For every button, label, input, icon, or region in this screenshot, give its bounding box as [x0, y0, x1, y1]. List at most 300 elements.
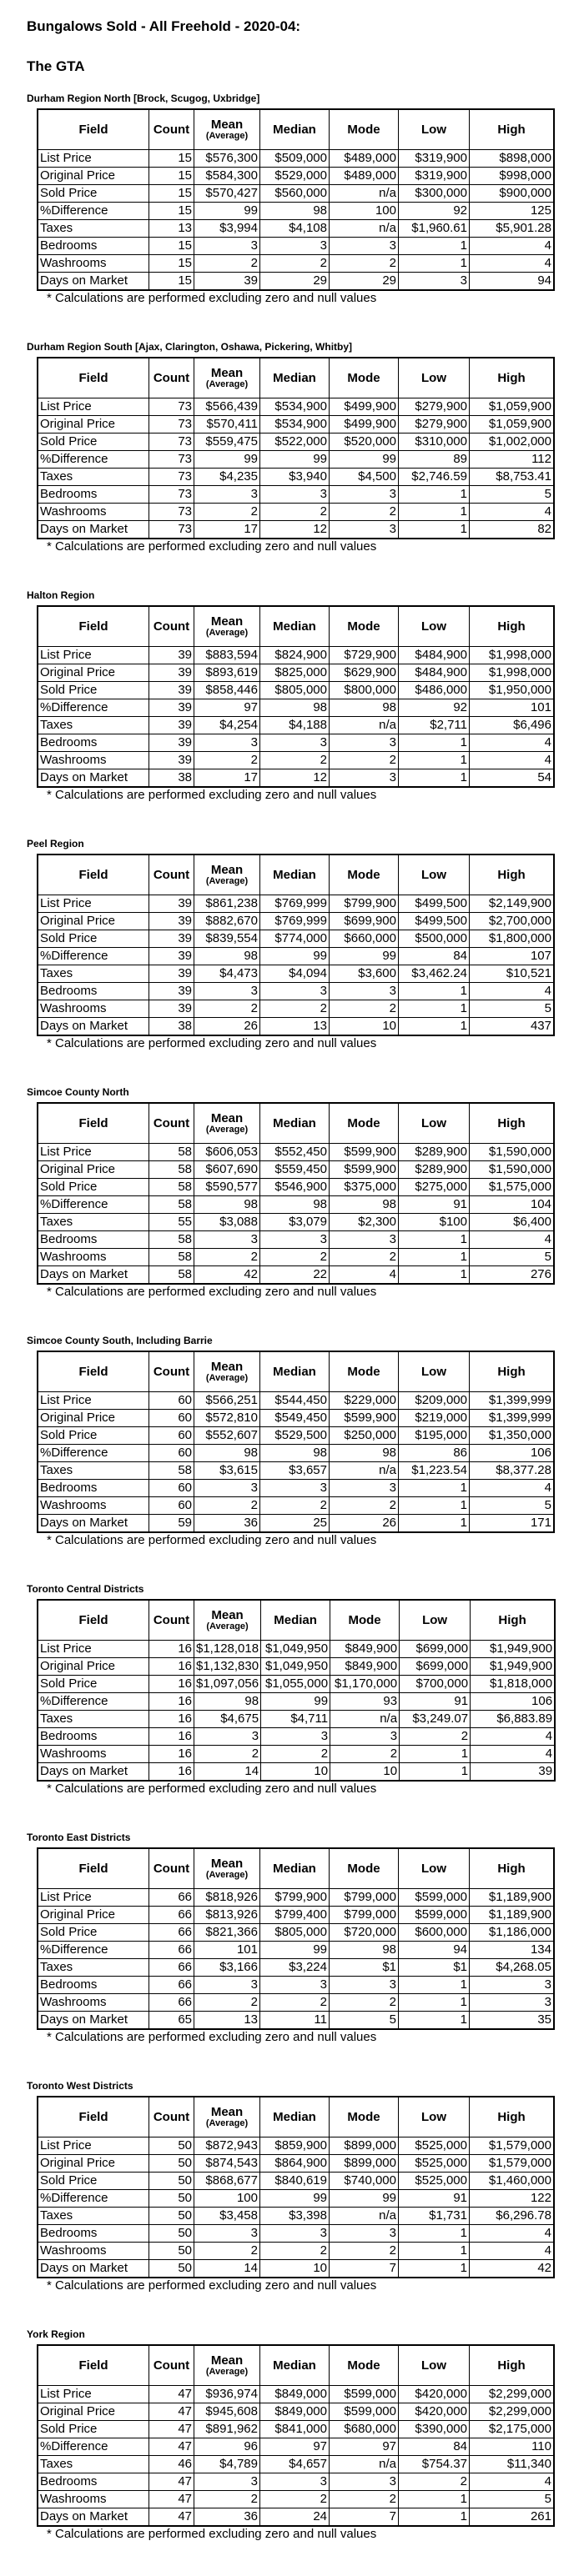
cell-median: $534,900 [260, 398, 330, 416]
table-row [38, 1249, 554, 1266]
table-row [38, 203, 554, 220]
cell-mean: $1,097,056 [194, 1676, 261, 1693]
row-label: Sold Price [38, 2173, 149, 2190]
cell-count: 50 [149, 2208, 194, 2225]
cell-low: 1 [399, 1480, 470, 1497]
cell-high: $1,189,900 [470, 1907, 555, 1924]
cell-low: $486,000 [399, 682, 470, 699]
cell-count: 73 [149, 451, 194, 469]
cell-high: $6,496 [470, 717, 555, 734]
row-label: Original Price [38, 2403, 149, 2421]
cell-mean: 2 [194, 1497, 260, 1515]
row-label: Sold Price [38, 1924, 149, 1942]
cell-mode: 3 [330, 2225, 399, 2243]
column-header-label: Mode [347, 619, 380, 634]
calculation-note: * Calculations are performed excluding zero and null values [47, 1533, 377, 1547]
column-header-label: Field [78, 2358, 108, 2373]
cell-low: 92 [399, 699, 470, 717]
cell-high: 4 [470, 1231, 555, 1249]
cell-count: 73 [149, 434, 194, 451]
cell-mode: $3,600 [330, 965, 399, 983]
cell-median: $774,000 [260, 930, 330, 948]
row-label: Original Price [38, 1658, 149, 1676]
cell-mode: n/a [330, 717, 399, 734]
cell-low: $754.37 [399, 2456, 470, 2473]
region-section [27, 837, 569, 1085]
table-row [38, 2208, 554, 2225]
row-label: List Price [38, 398, 149, 416]
table-row [38, 2438, 554, 2456]
cell-high: 261 [470, 2508, 555, 2527]
cell-median: $1,049,950 [261, 1658, 330, 1676]
cell-low: 2 [399, 2473, 470, 2491]
cell-count: 16 [149, 1763, 194, 1782]
row-label: List Price [38, 2386, 149, 2403]
column-header-label: Median [273, 868, 316, 882]
column-header-high [470, 606, 555, 647]
cell-high: 4 [470, 2243, 555, 2260]
cell-high: $1,818,000 [471, 1676, 556, 1693]
row-label: Bedrooms [38, 734, 149, 752]
calculation-note: * Calculations are performed excluding zero and null values [47, 2278, 377, 2293]
cell-median: 2 [261, 1746, 330, 1763]
table-row [38, 2012, 554, 2030]
cell-mode: n/a [330, 2208, 399, 2225]
column-header-label: Field [78, 123, 108, 137]
cell-low: $600,000 [399, 1924, 470, 1942]
cell-count: 73 [149, 398, 194, 416]
column-header-high [470, 1848, 555, 1889]
cell-mean: $606,053 [194, 1144, 260, 1161]
cell-mean: $576,300 [194, 150, 260, 168]
cell-high: $6,883.89 [471, 1711, 556, 1728]
cell-mean: 98 [194, 1445, 260, 1462]
column-header-label: Count [153, 2110, 190, 2124]
cell-mean: 98 [194, 1196, 260, 1214]
column-header-label: High [497, 371, 526, 385]
column-header-label: Mean [210, 366, 244, 380]
cell-mode: 98 [330, 1942, 399, 1959]
cell-mode: 26 [330, 1515, 399, 1533]
cell-high: $5,901.28 [470, 220, 555, 238]
cell-low: $209,000 [399, 1392, 470, 1410]
row-label: Taxes [38, 2208, 149, 2225]
column-header-low [399, 1351, 470, 1392]
cell-mean: $4,789 [194, 2456, 260, 2473]
cell-high: 5 [470, 1249, 555, 1266]
cell-median: $3,940 [260, 469, 330, 486]
column-header-low [399, 854, 470, 895]
cell-mode: $599,900 [330, 1161, 399, 1179]
cell-median: 99 [260, 948, 330, 965]
cell-count: 16 [149, 1728, 194, 1746]
cell-mean: $607,690 [194, 1161, 260, 1179]
cell-count: 39 [149, 717, 194, 734]
cell-low: 1 [400, 1763, 471, 1782]
cell-mode: $375,000 [330, 1179, 399, 1196]
cell-count: 39 [149, 930, 194, 948]
cell-count: 60 [149, 1497, 194, 1515]
column-header-count [149, 109, 194, 150]
row-label: Washrooms [38, 1746, 149, 1763]
table-row [38, 273, 554, 291]
cell-mode: 3 [330, 1231, 399, 1249]
calculation-note: * Calculations are performed excluding zero and null values [47, 1285, 377, 1299]
column-header-count [149, 1848, 194, 1889]
row-label: Original Price [38, 664, 149, 682]
cell-high: $1,399,999 [470, 1410, 555, 1427]
cell-high: 54 [470, 769, 555, 788]
cell-count: 55 [149, 1214, 194, 1231]
cell-count: 50 [149, 2225, 194, 2243]
column-header-label: Mean [210, 863, 244, 877]
table-row [38, 1410, 554, 1427]
cell-median: $549,450 [260, 1410, 330, 1427]
column-header-label: Low [421, 371, 446, 385]
cell-mode: 29 [330, 273, 399, 291]
cell-count: 47 [149, 2386, 194, 2403]
column-header-field [38, 358, 149, 398]
cell-mode: 3 [330, 486, 399, 504]
cell-median: 2 [260, 1000, 330, 1018]
region-title: Halton Region [27, 589, 95, 601]
cell-median: 2 [260, 255, 330, 273]
cell-median: $4,108 [260, 220, 330, 238]
cell-high: $6,296.78 [470, 2208, 555, 2225]
table-row [38, 734, 554, 752]
cell-count: 66 [149, 1994, 194, 2012]
column-header-label: Mean [210, 2353, 244, 2368]
table-row [38, 2155, 554, 2173]
cell-count: 65 [149, 2012, 194, 2030]
column-header-low [399, 1103, 470, 1144]
column-header-median [260, 1351, 330, 1392]
cell-mean: 98 [194, 1693, 261, 1711]
cell-count: 58 [149, 1179, 194, 1196]
cell-mean: $858,446 [194, 682, 260, 699]
regions-list [27, 92, 569, 2576]
column-header-low [400, 1600, 471, 1641]
row-label: Original Price [38, 1410, 149, 1427]
cell-median: $559,450 [260, 1161, 330, 1179]
column-header-label: Low [421, 1365, 446, 1379]
row-label: %Difference [38, 1196, 149, 1214]
column-header-median [260, 109, 330, 150]
cell-mode: 98 [330, 1445, 399, 1462]
stats-table [37, 2344, 555, 2527]
cell-count: 66 [149, 1959, 194, 1977]
cell-high: 4 [471, 1746, 556, 1763]
cell-mean: $813,926 [194, 1907, 260, 1924]
cell-mode: $899,000 [330, 2137, 399, 2155]
cell-count: 47 [149, 2438, 194, 2456]
cell-count: 39 [149, 913, 194, 930]
row-label: Days on Market [38, 1763, 149, 1782]
cell-low: 84 [399, 2438, 470, 2456]
cell-low: 1 [399, 1231, 470, 1249]
table-row [38, 1018, 554, 1036]
cell-count: 16 [149, 1711, 194, 1728]
cell-count: 16 [149, 1658, 194, 1676]
table-row [38, 2386, 554, 2403]
table-row [38, 1462, 554, 1480]
cell-median: 3 [260, 238, 330, 255]
cell-median: $805,000 [260, 1924, 330, 1942]
cell-low: 1 [399, 2491, 470, 2508]
column-header-label: Count [153, 868, 190, 882]
column-header-mean [194, 2097, 260, 2137]
table-row [38, 2403, 554, 2421]
column-header-sublabel: (Average) [205, 2367, 249, 2377]
cell-low: $279,900 [399, 398, 470, 416]
cell-mean: $590,577 [194, 1179, 260, 1196]
cell-median: $534,900 [260, 416, 330, 434]
column-header-mode [330, 2345, 399, 2386]
cell-mean: $4,254 [194, 717, 260, 734]
stats-table [37, 1599, 556, 1782]
cell-count: 73 [149, 521, 194, 539]
cell-low: $1,731 [399, 2208, 470, 2225]
cell-median: 12 [260, 521, 330, 539]
cell-mode: $2,300 [330, 1214, 399, 1231]
row-label: List Price [38, 1144, 149, 1161]
region-section [27, 1831, 569, 2079]
column-header-sublabel: (Average) [205, 628, 249, 638]
cell-high: $6,400 [470, 1214, 555, 1231]
row-label: Sold Price [38, 1427, 149, 1445]
cell-high: 4 [470, 2225, 555, 2243]
row-label: List Price [38, 1641, 149, 1658]
cell-low: 1 [399, 255, 470, 273]
cell-count: 13 [149, 220, 194, 238]
row-label: Bedrooms [38, 486, 149, 504]
cell-median: 2 [260, 752, 330, 769]
cell-low: 1 [399, 486, 470, 504]
column-header-label: Field [78, 1116, 108, 1130]
column-header-low [399, 1848, 470, 1889]
cell-median: $805,000 [260, 682, 330, 699]
cell-mode: 2 [330, 1249, 399, 1266]
cell-high: $1,800,000 [470, 930, 555, 948]
cell-mode: $699,900 [330, 913, 399, 930]
cell-median: 97 [260, 2438, 330, 2456]
table-row [38, 521, 554, 539]
cell-mode: 5 [330, 2012, 399, 2030]
column-header-label: Median [273, 619, 316, 634]
column-header-label: Mode [347, 123, 380, 137]
cell-mode: 100 [330, 203, 399, 220]
row-label: Days on Market [38, 521, 149, 539]
cell-mean: 99 [194, 203, 260, 220]
cell-median: 3 [260, 1480, 330, 1497]
cell-high: 35 [470, 2012, 555, 2030]
column-header-label: High [497, 1365, 526, 1379]
row-label: Bedrooms [38, 1231, 149, 1249]
column-header-label: Field [78, 1365, 108, 1379]
column-header-high [470, 358, 555, 398]
column-header-count [149, 1103, 194, 1144]
column-header-label: High [497, 619, 526, 634]
calculation-note: * Calculations are performed excluding zero and null values [47, 2527, 377, 2541]
row-label: Bedrooms [38, 2225, 149, 2243]
column-header-sublabel: (Average) [206, 1621, 249, 1631]
cell-mode: $599,000 [330, 2403, 399, 2421]
cell-high: $2,700,000 [470, 913, 555, 930]
cell-mode: 10 [330, 1763, 400, 1782]
cell-count: 58 [149, 1161, 194, 1179]
header-row [38, 854, 554, 895]
column-header-label: Count [153, 1116, 190, 1130]
row-label: Original Price [38, 1907, 149, 1924]
column-header-sublabel: (Average) [205, 379, 249, 389]
cell-mode: $849,900 [330, 1641, 400, 1658]
cell-high: $1,002,000 [470, 434, 555, 451]
region-section [27, 2328, 569, 2576]
cell-low: $420,000 [399, 2386, 470, 2403]
cell-high: $1,059,900 [470, 416, 555, 434]
cell-high: 276 [470, 1266, 555, 1285]
cell-mean: 99 [194, 451, 260, 469]
cell-low: 1 [399, 1977, 470, 1994]
cell-high: 3 [470, 1994, 555, 2012]
cell-mode: 3 [330, 1728, 400, 1746]
cell-low: 1 [399, 521, 470, 539]
column-header-label: Field [78, 2110, 108, 2124]
cell-count: 39 [149, 699, 194, 717]
column-header-mean [194, 1848, 260, 1889]
cell-count: 38 [149, 769, 194, 788]
cell-median: 3 [261, 1728, 330, 1746]
cell-mean: $566,251 [194, 1392, 260, 1410]
table-row [38, 1392, 554, 1410]
cell-median: $3,224 [260, 1959, 330, 1977]
table-row [38, 504, 554, 521]
cell-mode: 4 [330, 1266, 399, 1285]
column-header-low [399, 606, 470, 647]
cell-mean: 2 [194, 752, 260, 769]
row-label: Washrooms [38, 1249, 149, 1266]
column-header-count [149, 606, 194, 647]
column-header-label: Count [153, 123, 190, 137]
column-header-label: Mode [347, 371, 380, 385]
cell-median: 29 [260, 273, 330, 291]
row-label: Washrooms [38, 2491, 149, 2508]
cell-low: $699,000 [400, 1658, 471, 1676]
cell-median: $864,900 [260, 2155, 330, 2173]
cell-median: $4,094 [260, 965, 330, 983]
cell-low: 1 [399, 1000, 470, 1018]
row-label: Washrooms [38, 752, 149, 769]
cell-mean: $572,810 [194, 1410, 260, 1427]
cell-high: 4 [470, 1480, 555, 1497]
column-header-label: Count [153, 1613, 190, 1627]
stats-table [37, 605, 555, 788]
cell-median: 3 [260, 734, 330, 752]
cell-mode: 10 [330, 1018, 399, 1036]
cell-high: 104 [470, 1196, 555, 1214]
cell-mean: 3 [194, 2473, 260, 2491]
cell-median: $799,900 [260, 1889, 330, 1907]
cell-count: 66 [149, 1907, 194, 1924]
row-label: List Price [38, 2137, 149, 2155]
cell-high: $1,998,000 [470, 647, 555, 664]
cell-mode: $799,000 [330, 1907, 399, 1924]
cell-low: $484,900 [399, 647, 470, 664]
cell-median: $841,000 [260, 2421, 330, 2438]
cell-high: 125 [470, 203, 555, 220]
cell-low: $599,000 [399, 1907, 470, 1924]
cell-mode: $489,000 [330, 150, 399, 168]
table-row [38, 664, 554, 682]
cell-mean: $936,974 [194, 2386, 260, 2403]
column-header-low [399, 2345, 470, 2386]
header-row [38, 109, 554, 150]
cell-median: $849,000 [260, 2386, 330, 2403]
cell-median: $769,999 [260, 895, 330, 913]
table-row [38, 486, 554, 504]
cell-median: 2 [260, 1994, 330, 2012]
cell-median: $825,000 [260, 664, 330, 682]
cell-low: $219,000 [399, 1410, 470, 1427]
cell-median: 99 [260, 451, 330, 469]
table-row [38, 2225, 554, 2243]
cell-high: $1,350,000 [470, 1427, 555, 1445]
row-label: %Difference [38, 699, 149, 717]
cell-mode: 2 [330, 504, 399, 521]
column-header-label: High [497, 1862, 526, 1876]
table-row [38, 913, 554, 930]
cell-count: 47 [149, 2491, 194, 2508]
cell-count: 50 [149, 2260, 194, 2278]
column-header-sublabel: (Average) [205, 1870, 249, 1880]
column-header-mean [194, 109, 260, 150]
column-header-count [149, 2345, 194, 2386]
cell-mode: 3 [330, 1977, 399, 1994]
row-label: Days on Market [38, 769, 149, 788]
cell-mean: $861,238 [194, 895, 260, 913]
cell-high: $8,377.28 [470, 1462, 555, 1480]
cell-mean: $818,926 [194, 1889, 260, 1907]
cell-mode: 2 [330, 1000, 399, 1018]
row-label: Days on Market [38, 1515, 149, 1533]
cell-mean: 3 [194, 983, 260, 1000]
row-label: %Difference [38, 1445, 149, 1462]
cell-count: 15 [149, 185, 194, 203]
cell-high: $8,753.41 [470, 469, 555, 486]
cell-high: $1,575,000 [470, 1179, 555, 1196]
row-label: Taxes [38, 1959, 149, 1977]
cell-mean: $868,677 [194, 2173, 260, 2190]
row-label: Days on Market [38, 2260, 149, 2278]
calculation-note: * Calculations are performed excluding zero and null values [47, 539, 377, 554]
cell-mode: $599,900 [330, 1410, 399, 1427]
column-header-label: Count [153, 1862, 190, 1876]
region-title: Toronto Central Districts [27, 1583, 144, 1595]
calculation-note: * Calculations are performed excluding zero and null values [47, 1036, 377, 1050]
cell-high: 3 [470, 1977, 555, 1994]
cell-count: 39 [149, 647, 194, 664]
stats-table [37, 357, 555, 539]
cell-low: $499,500 [399, 895, 470, 913]
row-label: List Price [38, 150, 149, 168]
cell-high: 171 [470, 1515, 555, 1533]
row-label: Days on Market [38, 2012, 149, 2030]
cell-count: 16 [149, 1693, 194, 1711]
cell-mean: $570,411 [194, 416, 260, 434]
cell-high: 5 [470, 2491, 555, 2508]
cell-count: 15 [149, 273, 194, 291]
table-row [38, 1676, 555, 1693]
